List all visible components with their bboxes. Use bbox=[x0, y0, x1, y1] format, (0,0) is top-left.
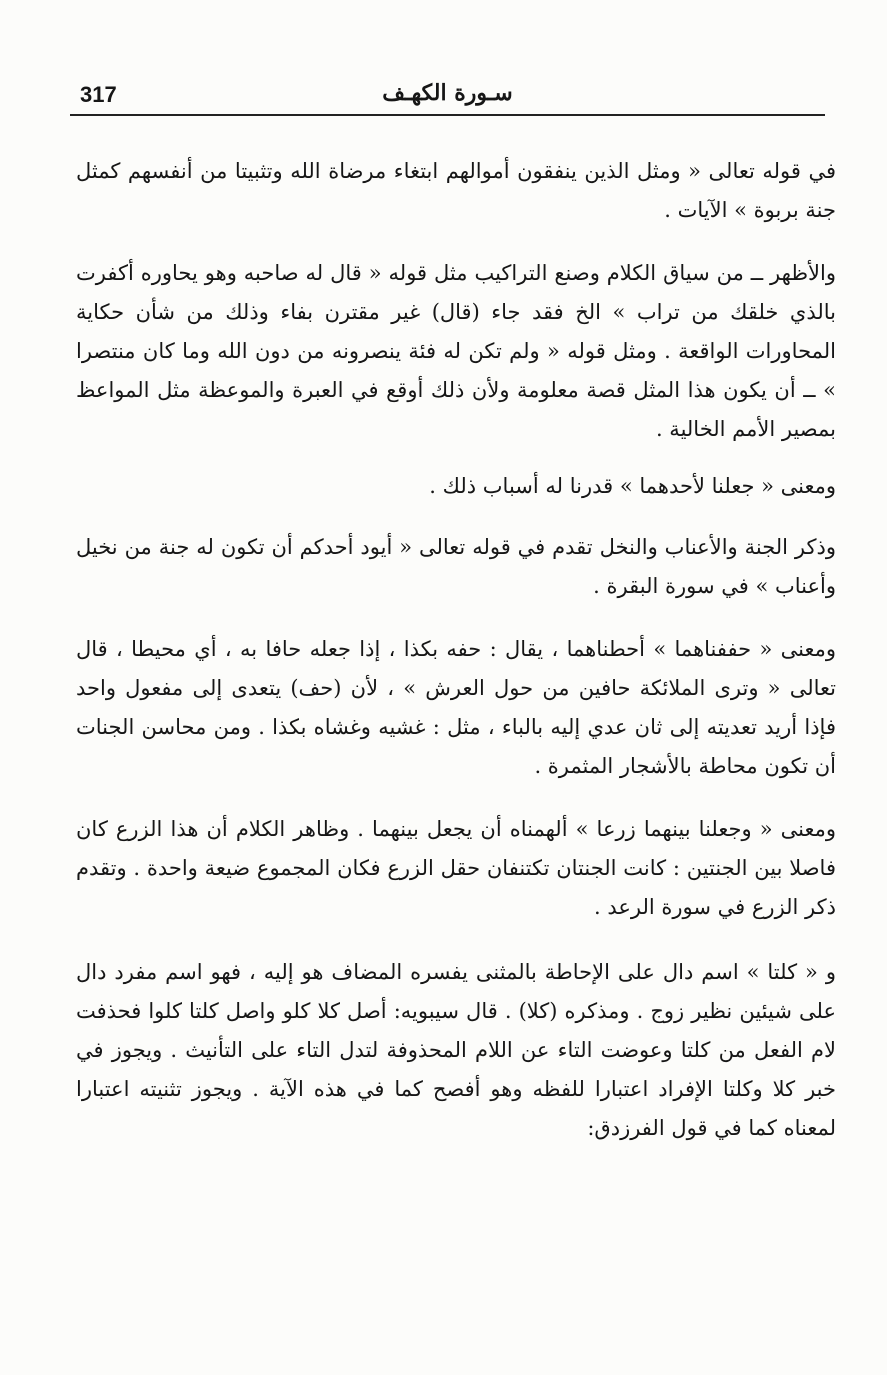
page-header bbox=[70, 78, 825, 116]
paragraph: في قوله تعالى « ومثل الذين ينفقون أموالهم ابتغاء مرضاة الله وتثبيتا من أنفسهم كمثل جنة بربوة » الآيات . bbox=[76, 159, 836, 222]
page-number: 317 bbox=[80, 82, 117, 107]
page-body bbox=[76, 152, 836, 1172]
paragraph: والأظهر ــ من سياق الكلام وصنع التراكيب مثل قوله « قال له صاحبه وهو يحاوره أكفرت بالذي خلقك من تراب » الخ فقد جاء (قال) غير مقترن بفاء وذلك من شأن حكاية المحاورات الواقعة . ومثل قوله « ولم تكن له فئة ينصرونه من دون الله وما كان منتصرا » ــ أن يكون هذا المثل قصة معلومة ولأن ذلك أوقع في العبرة والموعظة مثل المواعظ بمصير الأمم الخالية . bbox=[76, 261, 836, 441]
paragraph: ومعنى « جعلنا لأحدهما » قدرنا له أسباب ذلك . bbox=[429, 474, 836, 498]
paragraph: و « كلتا » اسم دال على الإحاطة بالمثنى يفسره المضاف هو إليه ، فهو اسم مفرد دال على شيئين نظير زوج . ومذكره (كلا) . قال سيبويه: أصل كلا كلو واصل كلتا كلوا فحذفت لام الفعل من كلتا وعوضت التاء عن اللام المحذوفة لتدل التاء على التأنيث . ويجوز في خبر كلا وكلتا الإفراد اعتبارا للفظه وهو أفصح كما في هذه الآية . ويجوز تثنيته اعتبارا لمعناه كما في قول الفرزدق: bbox=[76, 960, 836, 1140]
paragraph: ومعنى « حففناهما » أحطناهما ، يقال : حفه بكذا ، إذا جعله حافا به ، أي محيطا ، قال تعالى « وترى الملائكة حافين من حول العرش » ، لأن (حف) يتعدى إلى مفعول واحد فإذا أريد تعديته إلى ثان عدي إليه بالباء ، مثل : غشيه وغشاه بكذا . ومن محاسن الجنات أن تكون محاطة بالأشجار المثمرة . bbox=[76, 637, 836, 778]
paragraph: ومعنى « وجعلنا بينهما زرعا » ألهمناه أن يجعل بينهما . وظاهر الكلام أن هذا الزرع كان فاصلا بين الجنتين : كانت الجنتان تكتنفان حقل الزرع فكان المجموع ضيعة واحدة . وتقدم ذكر الزرع في سورة الرعد . bbox=[76, 817, 836, 919]
paragraph: وذكر الجنة والأعناب والنخل تقدم في قوله تعالى « أيود أحدكم أن تكون له جنة من نخيل وأعناب » في سورة البقرة . bbox=[76, 535, 836, 598]
running-title: سـورة الكهـف bbox=[382, 80, 513, 106]
